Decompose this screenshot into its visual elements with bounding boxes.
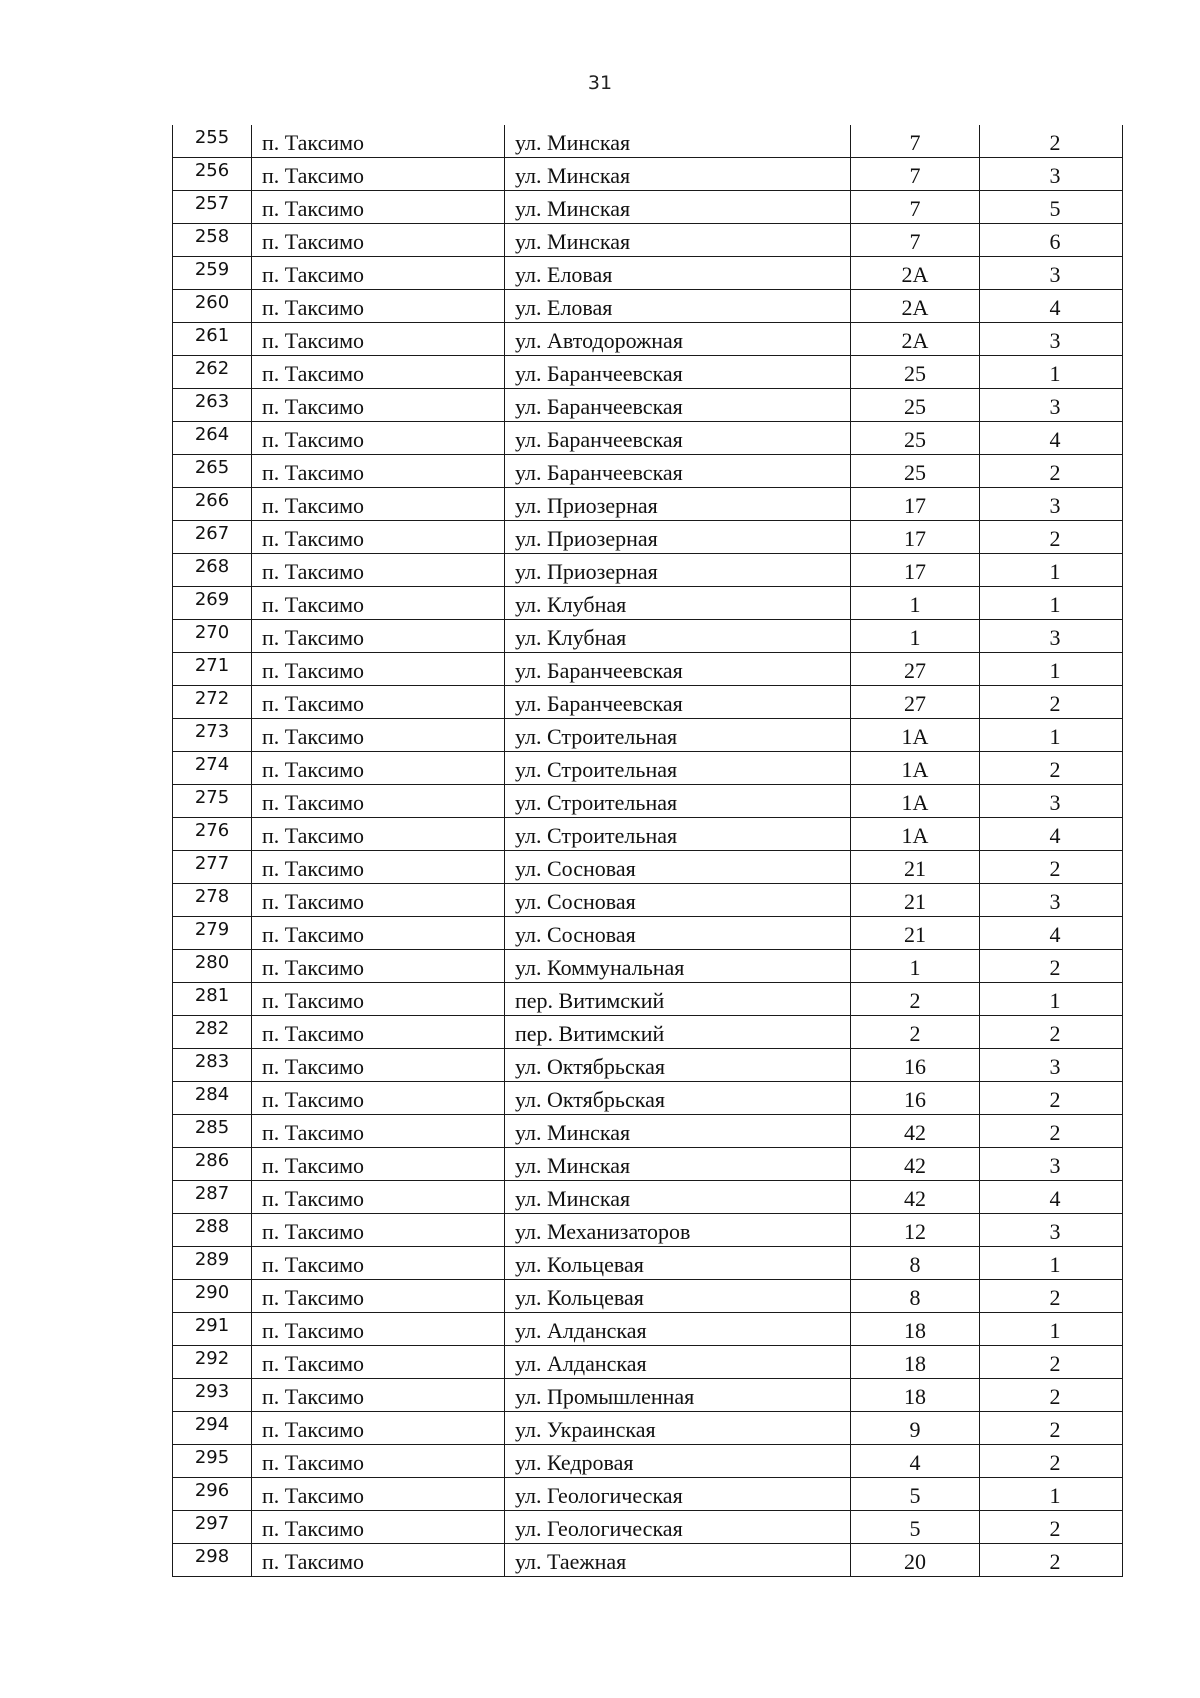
street-cell: ул. Приозерная xyxy=(505,488,851,521)
street-cell: ул. Октябрьская xyxy=(505,1082,851,1115)
row-number: 265 xyxy=(173,455,252,488)
street-cell: пер. Витимский xyxy=(505,1016,851,1049)
street-cell: ул. Минская xyxy=(505,224,851,257)
row-number: 262 xyxy=(173,356,252,389)
street-cell: ул. Минская xyxy=(505,1181,851,1214)
table-row xyxy=(173,785,1123,818)
row-number: 272 xyxy=(173,686,252,719)
row-number: 280 xyxy=(173,950,252,983)
table-row xyxy=(173,389,1123,422)
street-cell: ул. Автодорожная xyxy=(505,323,851,356)
apartment-number-cell: 2 xyxy=(980,1445,1123,1478)
settlement-cell: п. Таксимо xyxy=(252,356,505,389)
table-row xyxy=(173,1313,1123,1346)
settlement-cell: п. Таксимо xyxy=(252,752,505,785)
house-number-cell: 2А xyxy=(851,323,980,356)
table-row xyxy=(173,1379,1123,1412)
row-number: 260 xyxy=(173,290,252,323)
row-number: 298 xyxy=(173,1544,252,1577)
table-row xyxy=(173,224,1123,257)
table-row xyxy=(173,851,1123,884)
street-cell: ул. Геологическая xyxy=(505,1511,851,1544)
street-cell: ул. Клубная xyxy=(505,587,851,620)
table-row xyxy=(173,125,1123,158)
house-number-cell: 18 xyxy=(851,1313,980,1346)
table-row xyxy=(173,488,1123,521)
street-cell: ул. Приозерная xyxy=(505,554,851,587)
settlement-cell: п. Таксимо xyxy=(252,1082,505,1115)
street-cell: ул. Баранчеевская xyxy=(505,455,851,488)
table-row xyxy=(173,1148,1123,1181)
house-number-cell: 16 xyxy=(851,1049,980,1082)
row-number: 292 xyxy=(173,1346,252,1379)
street-cell: ул. Минская xyxy=(505,125,851,158)
table-row xyxy=(173,620,1123,653)
street-cell: ул. Сосновая xyxy=(505,884,851,917)
apartment-number-cell: 3 xyxy=(980,1148,1123,1181)
street-cell: ул. Промышленная xyxy=(505,1379,851,1412)
street-cell: ул. Баранчеевская xyxy=(505,653,851,686)
house-number-cell: 4 xyxy=(851,1445,980,1478)
settlement-cell: п. Таксимо xyxy=(252,554,505,587)
house-number-cell: 2А xyxy=(851,257,980,290)
settlement-cell: п. Таксимо xyxy=(252,1412,505,1445)
apartment-number-cell: 3 xyxy=(980,884,1123,917)
table-row xyxy=(173,1478,1123,1511)
row-number: 255 xyxy=(173,125,252,158)
row-number: 294 xyxy=(173,1412,252,1445)
house-number-cell: 18 xyxy=(851,1379,980,1412)
row-number: 284 xyxy=(173,1082,252,1115)
row-number: 258 xyxy=(173,224,252,257)
row-number: 278 xyxy=(173,884,252,917)
settlement-cell: п. Таксимо xyxy=(252,224,505,257)
apartment-number-cell: 2 xyxy=(980,1280,1123,1313)
street-cell: ул. Минская xyxy=(505,191,851,224)
apartment-number-cell: 3 xyxy=(980,1214,1123,1247)
house-number-cell: 42 xyxy=(851,1181,980,1214)
address-table xyxy=(172,125,1123,1577)
row-number: 282 xyxy=(173,1016,252,1049)
row-number: 285 xyxy=(173,1115,252,1148)
house-number-cell: 5 xyxy=(851,1478,980,1511)
settlement-cell: п. Таксимо xyxy=(252,1379,505,1412)
table-row xyxy=(173,752,1123,785)
settlement-cell: п. Таксимо xyxy=(252,125,505,158)
settlement-cell: п. Таксимо xyxy=(252,653,505,686)
street-cell: ул. Клубная xyxy=(505,620,851,653)
house-number-cell: 2 xyxy=(851,1016,980,1049)
house-number-cell: 1 xyxy=(851,620,980,653)
settlement-cell: п. Таксимо xyxy=(252,818,505,851)
apartment-number-cell: 1 xyxy=(980,587,1123,620)
house-number-cell: 2А xyxy=(851,290,980,323)
table-row xyxy=(173,950,1123,983)
row-number: 289 xyxy=(173,1247,252,1280)
street-cell: ул. Строительная xyxy=(505,785,851,818)
table-row xyxy=(173,884,1123,917)
table-row xyxy=(173,587,1123,620)
page-number: 31 xyxy=(587,72,613,94)
row-number: 273 xyxy=(173,719,252,752)
house-number-cell: 42 xyxy=(851,1115,980,1148)
house-number-cell: 12 xyxy=(851,1214,980,1247)
table-row xyxy=(173,257,1123,290)
table-row xyxy=(173,653,1123,686)
settlement-cell: п. Таксимо xyxy=(252,686,505,719)
table-row xyxy=(173,719,1123,752)
apartment-number-cell: 2 xyxy=(980,752,1123,785)
apartment-number-cell: 1 xyxy=(980,1478,1123,1511)
apartment-number-cell: 2 xyxy=(980,686,1123,719)
apartment-number-cell: 1 xyxy=(980,356,1123,389)
house-number-cell: 8 xyxy=(851,1280,980,1313)
settlement-cell: п. Таксимо xyxy=(252,323,505,356)
apartment-number-cell: 1 xyxy=(980,1313,1123,1346)
house-number-cell: 16 xyxy=(851,1082,980,1115)
apartment-number-cell: 2 xyxy=(980,950,1123,983)
street-cell: ул. Украинская xyxy=(505,1412,851,1445)
row-number: 296 xyxy=(173,1478,252,1511)
street-cell: ул. Минская xyxy=(505,158,851,191)
settlement-cell: п. Таксимо xyxy=(252,1016,505,1049)
apartment-number-cell: 4 xyxy=(980,422,1123,455)
street-cell: ул. Еловая xyxy=(505,257,851,290)
settlement-cell: п. Таксимо xyxy=(252,1280,505,1313)
table-row xyxy=(173,1412,1123,1445)
table-row xyxy=(173,1049,1123,1082)
settlement-cell: п. Таксимо xyxy=(252,455,505,488)
street-cell: ул. Сосновая xyxy=(505,851,851,884)
settlement-cell: п. Таксимо xyxy=(252,191,505,224)
apartment-number-cell: 1 xyxy=(980,1247,1123,1280)
table-row xyxy=(173,191,1123,224)
apartment-number-cell: 2 xyxy=(980,125,1123,158)
house-number-cell: 1А xyxy=(851,818,980,851)
table-row xyxy=(173,1214,1123,1247)
street-cell: ул. Алданская xyxy=(505,1346,851,1379)
apartment-number-cell: 2 xyxy=(980,1412,1123,1445)
street-cell: ул. Сосновая xyxy=(505,917,851,950)
row-number: 266 xyxy=(173,488,252,521)
apartment-number-cell: 4 xyxy=(980,290,1123,323)
settlement-cell: п. Таксимо xyxy=(252,1115,505,1148)
apartment-number-cell: 3 xyxy=(980,1049,1123,1082)
row-number: 290 xyxy=(173,1280,252,1313)
settlement-cell: п. Таксимо xyxy=(252,1247,505,1280)
row-number: 257 xyxy=(173,191,252,224)
settlement-cell: п. Таксимо xyxy=(252,1478,505,1511)
apartment-number-cell: 3 xyxy=(980,620,1123,653)
settlement-cell: п. Таксимо xyxy=(252,1049,505,1082)
row-number: 275 xyxy=(173,785,252,818)
house-number-cell: 18 xyxy=(851,1346,980,1379)
street-cell: ул. Механизаторов xyxy=(505,1214,851,1247)
house-number-cell: 21 xyxy=(851,884,980,917)
row-number: 287 xyxy=(173,1181,252,1214)
table-row xyxy=(173,1247,1123,1280)
street-cell: ул. Кольцевая xyxy=(505,1247,851,1280)
row-number: 286 xyxy=(173,1148,252,1181)
table-row xyxy=(173,686,1123,719)
house-number-cell: 21 xyxy=(851,851,980,884)
row-number: 295 xyxy=(173,1445,252,1478)
row-number: 274 xyxy=(173,752,252,785)
row-number: 277 xyxy=(173,851,252,884)
settlement-cell: п. Таксимо xyxy=(252,884,505,917)
apartment-number-cell: 2 xyxy=(980,521,1123,554)
settlement-cell: п. Таксимо xyxy=(252,158,505,191)
street-cell: ул. Минская xyxy=(505,1115,851,1148)
apartment-number-cell: 3 xyxy=(980,488,1123,521)
apartment-number-cell: 2 xyxy=(980,1544,1123,1577)
apartment-number-cell: 2 xyxy=(980,1379,1123,1412)
apartment-number-cell: 1 xyxy=(980,554,1123,587)
settlement-cell: п. Таксимо xyxy=(252,1445,505,1478)
settlement-cell: п. Таксимо xyxy=(252,620,505,653)
street-cell: ул. Минская xyxy=(505,1148,851,1181)
settlement-cell: п. Таксимо xyxy=(252,587,505,620)
apartment-number-cell: 4 xyxy=(980,818,1123,851)
table-row xyxy=(173,290,1123,323)
row-number: 293 xyxy=(173,1379,252,1412)
house-number-cell: 17 xyxy=(851,554,980,587)
house-number-cell: 17 xyxy=(851,521,980,554)
street-cell: ул. Строительная xyxy=(505,719,851,752)
street-cell: ул. Строительная xyxy=(505,752,851,785)
street-cell: пер. Витимский xyxy=(505,983,851,1016)
settlement-cell: п. Таксимо xyxy=(252,983,505,1016)
street-cell: ул. Баранчеевская xyxy=(505,422,851,455)
house-number-cell: 21 xyxy=(851,917,980,950)
table-row xyxy=(173,818,1123,851)
house-number-cell: 5 xyxy=(851,1511,980,1544)
house-number-cell: 1А xyxy=(851,719,980,752)
settlement-cell: п. Таксимо xyxy=(252,257,505,290)
settlement-cell: п. Таксимо xyxy=(252,851,505,884)
settlement-cell: п. Таксимо xyxy=(252,1148,505,1181)
row-number: 281 xyxy=(173,983,252,1016)
apartment-number-cell: 5 xyxy=(980,191,1123,224)
house-number-cell: 25 xyxy=(851,455,980,488)
apartment-number-cell: 2 xyxy=(980,851,1123,884)
apartment-number-cell: 2 xyxy=(980,1346,1123,1379)
street-cell: ул. Еловая xyxy=(505,290,851,323)
table-row xyxy=(173,1445,1123,1478)
apartment-number-cell: 3 xyxy=(980,323,1123,356)
apartment-number-cell: 2 xyxy=(980,1115,1123,1148)
table-row xyxy=(173,1181,1123,1214)
row-number: 259 xyxy=(173,257,252,290)
row-number: 263 xyxy=(173,389,252,422)
settlement-cell: п. Таксимо xyxy=(252,1346,505,1379)
street-cell: ул. Баранчеевская xyxy=(505,389,851,422)
house-number-cell: 7 xyxy=(851,125,980,158)
row-number: 264 xyxy=(173,422,252,455)
row-number: 269 xyxy=(173,587,252,620)
settlement-cell: п. Таксимо xyxy=(252,1511,505,1544)
street-cell: ул. Геологическая xyxy=(505,1478,851,1511)
house-number-cell: 20 xyxy=(851,1544,980,1577)
settlement-cell: п. Таксимо xyxy=(252,917,505,950)
table-row xyxy=(173,1346,1123,1379)
row-number: 256 xyxy=(173,158,252,191)
settlement-cell: п. Таксимо xyxy=(252,1313,505,1346)
table-row xyxy=(173,422,1123,455)
apartment-number-cell: 1 xyxy=(980,653,1123,686)
apartment-number-cell: 4 xyxy=(980,1181,1123,1214)
house-number-cell: 27 xyxy=(851,653,980,686)
apartment-number-cell: 3 xyxy=(980,389,1123,422)
settlement-cell: п. Таксимо xyxy=(252,290,505,323)
apartment-number-cell: 3 xyxy=(980,785,1123,818)
apartment-number-cell: 3 xyxy=(980,158,1123,191)
house-number-cell: 1А xyxy=(851,752,980,785)
row-number: 283 xyxy=(173,1049,252,1082)
street-cell: ул. Таежная xyxy=(505,1544,851,1577)
apartment-number-cell: 2 xyxy=(980,1082,1123,1115)
street-cell: ул. Кольцевая xyxy=(505,1280,851,1313)
house-number-cell: 25 xyxy=(851,422,980,455)
house-number-cell: 1 xyxy=(851,950,980,983)
apartment-number-cell: 2 xyxy=(980,1511,1123,1544)
street-cell: ул. Кедровая xyxy=(505,1445,851,1478)
street-cell: ул. Алданская xyxy=(505,1313,851,1346)
settlement-cell: п. Таксимо xyxy=(252,719,505,752)
house-number-cell: 27 xyxy=(851,686,980,719)
house-number-cell: 7 xyxy=(851,158,980,191)
row-number: 267 xyxy=(173,521,252,554)
house-number-cell: 7 xyxy=(851,224,980,257)
row-number: 268 xyxy=(173,554,252,587)
settlement-cell: п. Таксимо xyxy=(252,1544,505,1577)
settlement-cell: п. Таксимо xyxy=(252,950,505,983)
table-row xyxy=(173,1082,1123,1115)
row-number: 291 xyxy=(173,1313,252,1346)
house-number-cell: 17 xyxy=(851,488,980,521)
street-cell: ул. Баранчеевская xyxy=(505,356,851,389)
table-body xyxy=(173,125,1123,1577)
table-row xyxy=(173,917,1123,950)
house-number-cell: 42 xyxy=(851,1148,980,1181)
settlement-cell: п. Таксимо xyxy=(252,785,505,818)
house-number-cell: 1А xyxy=(851,785,980,818)
table-row xyxy=(173,983,1123,1016)
house-number-cell: 7 xyxy=(851,191,980,224)
row-number: 297 xyxy=(173,1511,252,1544)
settlement-cell: п. Таксимо xyxy=(252,488,505,521)
house-number-cell: 8 xyxy=(851,1247,980,1280)
apartment-number-cell: 2 xyxy=(980,455,1123,488)
table-row xyxy=(173,521,1123,554)
apartment-number-cell: 1 xyxy=(980,719,1123,752)
house-number-cell: 25 xyxy=(851,389,980,422)
street-cell: ул. Октябрьская xyxy=(505,1049,851,1082)
street-cell: ул. Приозерная xyxy=(505,521,851,554)
settlement-cell: п. Таксимо xyxy=(252,1181,505,1214)
table-row xyxy=(173,158,1123,191)
row-number: 276 xyxy=(173,818,252,851)
table-row xyxy=(173,455,1123,488)
row-number: 279 xyxy=(173,917,252,950)
table-row xyxy=(173,1511,1123,1544)
apartment-number-cell: 6 xyxy=(980,224,1123,257)
apartment-number-cell: 2 xyxy=(980,1016,1123,1049)
table-row xyxy=(173,1115,1123,1148)
settlement-cell: п. Таксимо xyxy=(252,389,505,422)
table-row xyxy=(173,323,1123,356)
table-row xyxy=(173,356,1123,389)
table-row xyxy=(173,1544,1123,1577)
row-number: 270 xyxy=(173,620,252,653)
table-row xyxy=(173,554,1123,587)
settlement-cell: п. Таксимо xyxy=(252,422,505,455)
street-cell: ул. Баранчеевская xyxy=(505,686,851,719)
street-cell: ул. Строительная xyxy=(505,818,851,851)
house-number-cell: 2 xyxy=(851,983,980,1016)
street-cell: ул. Коммунальная xyxy=(505,950,851,983)
apartment-number-cell: 3 xyxy=(980,257,1123,290)
apartment-number-cell: 4 xyxy=(980,917,1123,950)
apartment-number-cell: 1 xyxy=(980,983,1123,1016)
house-number-cell: 9 xyxy=(851,1412,980,1445)
house-number-cell: 25 xyxy=(851,356,980,389)
row-number: 261 xyxy=(173,323,252,356)
table-row xyxy=(173,1016,1123,1049)
table-row xyxy=(173,1280,1123,1313)
row-number: 288 xyxy=(173,1214,252,1247)
house-number-cell: 1 xyxy=(851,587,980,620)
row-number: 271 xyxy=(173,653,252,686)
settlement-cell: п. Таксимо xyxy=(252,521,505,554)
settlement-cell: п. Таксимо xyxy=(252,1214,505,1247)
